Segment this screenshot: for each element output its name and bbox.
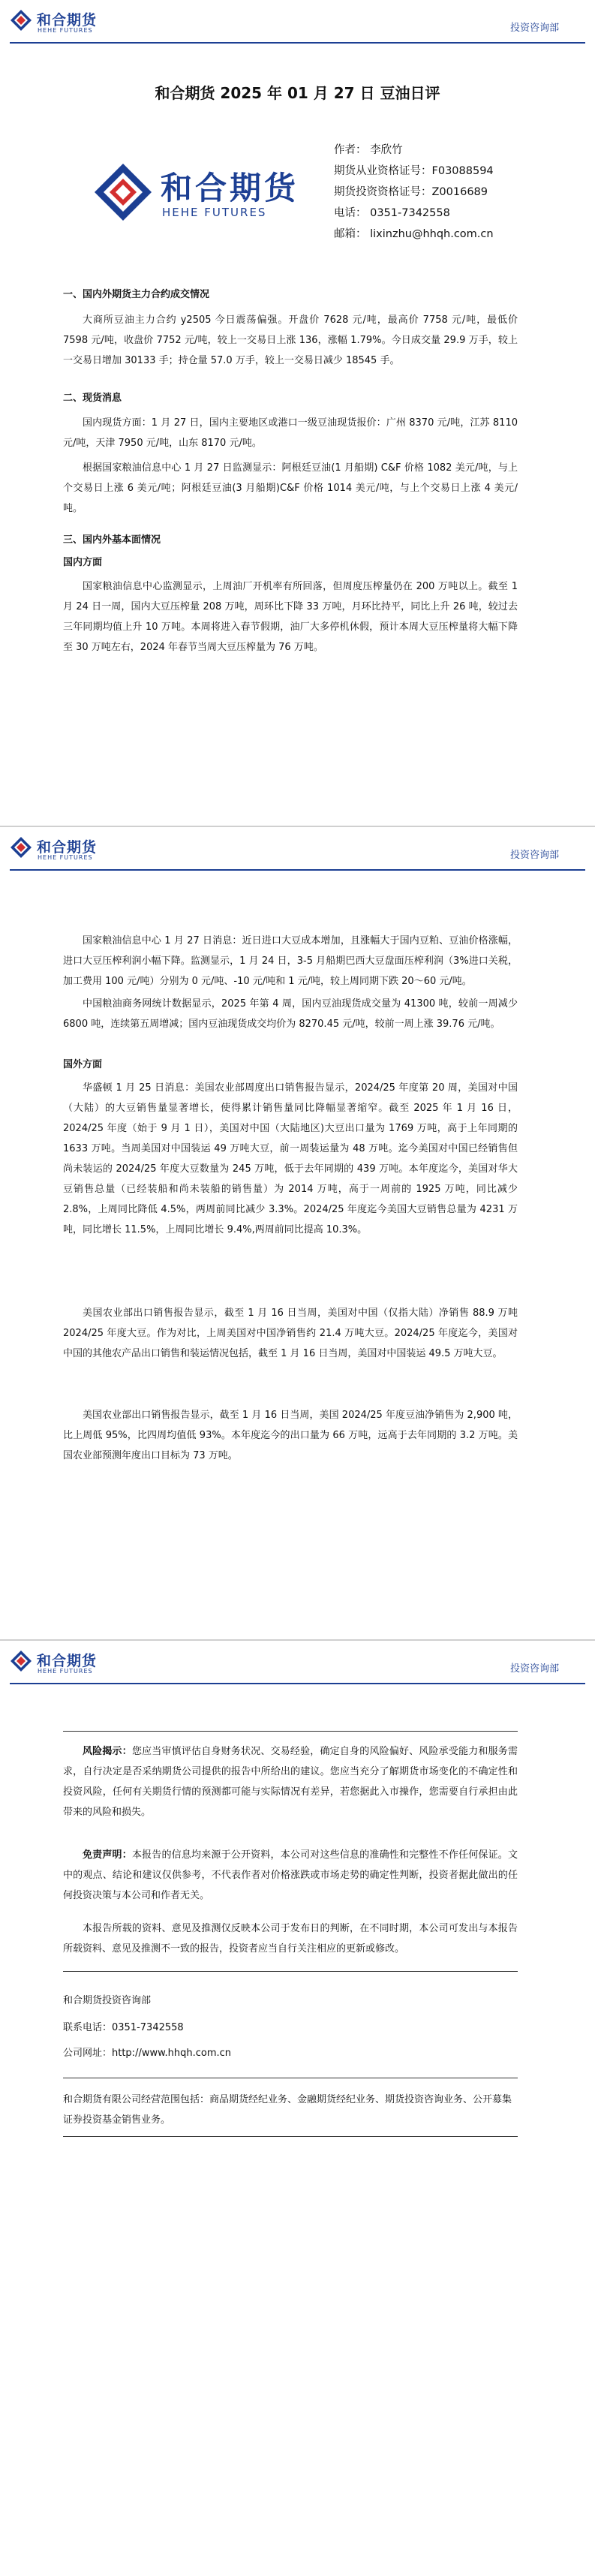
business-scope: 和合期货有限公司经营范围包括：商品期货经纪业务、金融期货经纪业务、期货投资咨询业务、公开募集证券投资基金销售业务。 — [63, 2094, 512, 2126]
section-2-heading: 二、现货消息 — [63, 393, 122, 404]
exemption — [63, 1845, 518, 1906]
author-qual: 期货从业资格证号：F03088594 — [334, 165, 494, 177]
hehe-logo-icon — [10, 9, 32, 32]
risk-disclosure — [63, 1741, 518, 1822]
header-logo — [10, 8, 100, 41]
section-1-heading: 一、国内外期货主力合约成交情况 — [63, 289, 210, 300]
foreign-heading: 国外方面 — [63, 1059, 103, 1070]
header-dept: 投资咨询部 — [509, 1663, 559, 1675]
author-consult: 期货投资资格证号：Z0016689 — [334, 186, 488, 198]
contact-company: 和合期货投资咨询部 — [63, 1995, 152, 2006]
hehe-logo-icon — [10, 1650, 32, 1672]
section-3-heading: 三、国内外基本面情况 — [63, 534, 161, 546]
contact-top-rule — [63, 1971, 518, 1972]
hehe-logo-icon — [10, 836, 32, 859]
header-logo — [10, 835, 100, 868]
contact-site[interactable]: 公司网址：http://www.hhqh.com.cn — [63, 2048, 232, 2059]
contact-phone: 联系电话：0351-7342558 — [63, 2022, 184, 2033]
header-logo — [10, 1648, 100, 1681]
section-2-para-1: 国内现货方面：1 月 27 日，国内主要地区或港口一级豆油现货报价：广州 8370 元/吨，江苏 8110 元/吨，天津 7950 元/吨，山东 8170 元/吨。 — [63, 417, 518, 449]
disclaimer-top-rule — [63, 1731, 518, 1732]
section-1-para: 大商所豆油主力合约 y2505 今日震荡偏强。开盘价 7628 元/吨，最高价 7758 元/吨，最低价 7598 元/吨，收盘价 7752 元/吨，较上一交易日上涨 136，涨幅 1.79%。今日成交量 29.9 万手，较上一交易日增加 30133 手；持仓量 57.0 万手，较上一交易日减少 18545 手。 — [63, 314, 518, 366]
section-3-para-5: 美国农业部出口销售报告显示，截至 1 月 16 日当周，美国对中国（仅指大陆）净销售 88.9 万吨 2024/25 年度大豆。作为对比，上周美国对中国净销售约 21.4 万吨大豆。2024/25 年度迄今，美国对中国的其他农产品出口销售和装运情况包括，截至 1 月 16 日当周，美国对中国装运 49.5 万吨大豆。 — [63, 1308, 518, 1359]
page-header — [0, 1641, 595, 1687]
big-logo-cn: 和合期货 — [161, 170, 299, 206]
risk-text: 您应当审慎评估自身财务状况、交易经验，确定自身的风险偏好、风险承受能力和服务需求，自行决定是否采纳期货公司提供的报告中所给出的建议。您应当充分了解期货市场变化的不确定性和投资风险，任何有关期货行情的预测都可能与实际情况有差异，若您据此入市操作，您需要自行承担由此带来的风险和损失。 — [63, 1746, 518, 1818]
section-3-para-6: 美国农业部出口销售报告显示，截至 1 月 16 日当周，美国 2024/25 年度豆油净销售为 2,900 吨，比上周低 95%，比四周均值低 93%。本年度迄今的出口量为 66 万吨，远高于去年同期的 3.2 万吨。美国农业部预测年度出口目标为 73 万吨。 — [63, 1410, 518, 1461]
header-logo-cn: 和合期货 — [37, 12, 98, 29]
report-title: 和合期货 2025 年 01 月 27 日 豆油日评 — [155, 84, 440, 102]
page-1 — [0, 0, 595, 826]
header-dept: 投资咨询部 — [509, 23, 559, 34]
section-3-para-3: 中国粮油商务网统计数据显示，2025 年第 4 周，国内豆油现货成交量为 41300 吨，较前一周减少 6800 吨，连续第五周增减；国内豆油现货成交均价为 8270.45 元/吨，较前一周上涨 39.76 元/吨。 — [63, 998, 518, 1030]
header-rule — [10, 1683, 585, 1684]
header-dept: 投资咨询部 — [509, 850, 559, 861]
big-logo-en: HEHE FUTURES — [162, 206, 267, 219]
section-3-para-1: 国家粮油信息中心监测显示，上周油厂开机率有所回落，但周度压榨量仍在 200 万吨以上。截至 1 月 24 日一周，国内大豆压榨量 208 万吨，周环比下降 33 万吨，月环比持平，同比上升 26 吨，较过去三年同期均值上升 10 万吨。本周将进入春节假期，油厂大多停机休假，预计本周大豆压榨量将大幅下降至 30 万吨左右，2024 年春节当周大豆压榨量为 76 万吨。 — [63, 581, 518, 653]
header-logo-en: HEHE FUTURES — [38, 1668, 93, 1675]
page-2 — [0, 827, 595, 1639]
section-3-para-2: 国家粮油信息中心 1 月 27 日消息：近日进口大豆成本增加，且涨幅大于国内豆粕、豆油价格涨幅，进口大豆压榨利润小幅下降。监测显示，1 月 24 日，3-5 月船期巴西大豆盘面压榨利润（3%进口关税，加工费用 100 元/吨）分别为 0 元/吨、-10 元/吨和 1 元/吨，较上周同期下跌 20～60 元/吨。 — [63, 935, 518, 987]
page-header — [0, 827, 595, 874]
page-header — [0, 0, 595, 47]
copyright-note: 本报告所载的资料、意见及推测仅反映本公司于发布日的判断，在不同时期，本公司可发出与本报告所载资料、意见及推测不一致的报告，投资者应当自行关注相应的更新或修改。 — [63, 1923, 518, 1955]
author-name: 作者： 李欣竹 — [334, 144, 403, 156]
header-logo-cn: 和合期货 — [37, 839, 98, 856]
author-email: 邮箱： lixinzhu@hhqh.com.cn — [334, 228, 494, 240]
section-3-para-4: 华盛顿 1 月 25 日消息：美国农业部周度出口销售报告显示，2024/25 年度第 20 周，美国对中国（大陆）的大豆销售量显著增长，使得累计销售量同比降幅显著缩窄。截至 2025 年 1 月 16 日，2024/25 年度（始于 9 月 1 日），美国对中国（大陆地区)大豆出口量为 1769 万吨，高于上年同期的 1633 万吨。当周美国对中国装运 49 万吨大豆，前一周装运量为 48 万吨。迄今美国对中国已经销售但尚未装运的 2024/25 年度大豆数量为 245 万吨，低于去年同期的 439 万吨。本年度迄今，美国对华大豆销售总量（已经装船和尚未装船的销售量）为 2014 万吨，高于一周前的 1925 万吨，同比减少 2.8%，上周同比降低 4.5%，两周前同比减少 3.3%。2024/25 年度迄今美国大豆销售总量为 4231 万吨，同比增长 11.5%，上周同比增长 9.4%,两周前同比提高 10.3%。 — [63, 1082, 518, 1235]
header-logo-en: HEHE FUTURES — [38, 27, 93, 34]
risk-label: 风险揭示： — [83, 1746, 132, 1757]
author-info — [334, 140, 574, 245]
big-logo-icon — [93, 162, 153, 222]
header-logo-en: HEHE FUTURES — [38, 854, 93, 861]
header-rule — [10, 869, 585, 871]
author-phone: 电话： 0351-7342558 — [334, 207, 450, 219]
header-logo-cn: 和合期货 — [37, 1653, 98, 1669]
exempt-text: 本报告的信息均来源于公开资料，本公司对这些信息的准确性和完整性不作任何保证。文中的观点、结论和建议仅供参考，不代表作者对价格涨跌或市场走势的确定性判断，投资者据此做出的任何投资决策与本公司和作者无关。 — [63, 1849, 518, 1901]
section-2-para-2: 根据国家粮油信息中心 1 月 27 日监测显示：阿根廷豆油(1 月船期) C&F 价格 1082 美元/吨，与上个交易日上涨 6 美元/吨；阿根廷豆油(3 月船期)C&F 价格 1014 美元/吨，与上个交易日上涨 4 美元/吨。 — [63, 462, 518, 514]
page-3 — [0, 1641, 595, 2576]
scope-bottom-rule — [63, 2136, 518, 2137]
domestic-heading: 国内方面 — [63, 557, 103, 568]
exempt-label: 免责声明： — [83, 1849, 132, 1861]
big-logo — [93, 161, 318, 228]
header-rule — [10, 42, 585, 44]
